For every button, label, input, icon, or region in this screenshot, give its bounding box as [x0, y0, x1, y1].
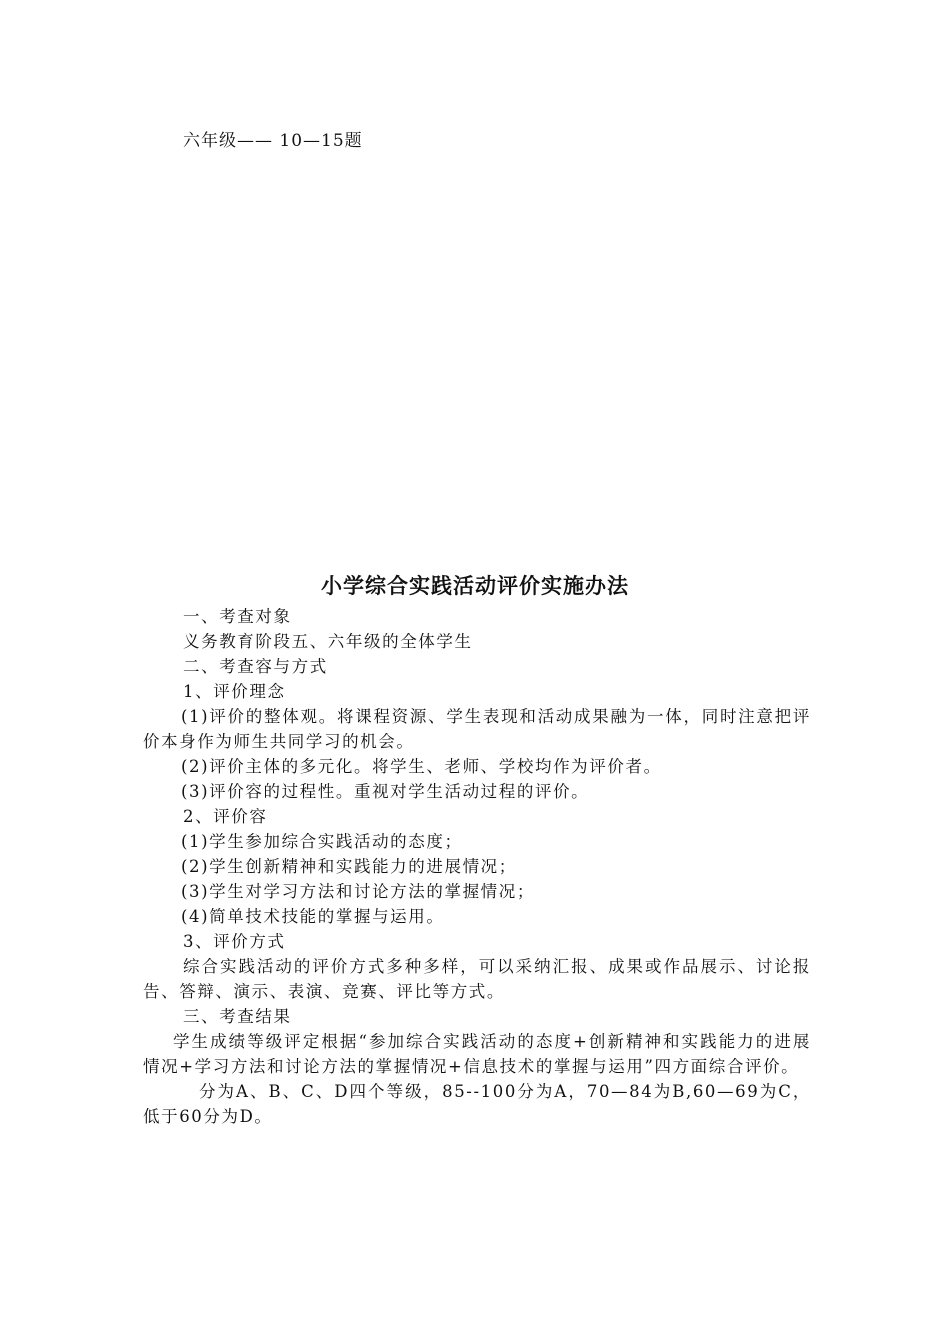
body-paragraph: (1)评价的整体观。将课程资源、学生表现和活动成果融为一体，同时注意把评价本身作为师生共同学习的机会。: [143, 707, 811, 751]
document-body: [143, 604, 811, 1129]
list-item: (3)学生对学习方法和讨论方法的掌握情况；: [181, 882, 535, 901]
section-heading: 二、考查容与方式: [183, 657, 328, 676]
body-paragraph: (3)评价容的过程性。重视对学生活动过程的评价。: [181, 782, 590, 801]
body-paragraph: 学生成绩等级评定根据“参加综合实践活动的态度+创新精神和实践能力的进展情况+学习方法和讨论方法的掌握情况+信息技术的掌握与运用”四方面综合评价。: [143, 1032, 811, 1076]
body-paragraph: 义务教育阶段五、六年级的全体学生: [183, 632, 473, 651]
subsection-heading: 2、评价容: [183, 807, 268, 826]
subsection-heading: 1、评价理念: [183, 682, 286, 701]
section-heading: 三、考查结果: [183, 1007, 292, 1026]
subsection-heading: 3、评价方式: [183, 932, 286, 951]
list-item: (1)学生参加综合实践活动的态度；: [181, 832, 463, 851]
section-heading: 一、考查对象: [183, 607, 292, 626]
list-item: (2)学生创新精神和实践能力的进展情况；: [181, 857, 517, 876]
list-item: (4)简单技术技能的掌握与运用。: [181, 907, 445, 926]
document-title: 小学综合实践活动评价实施办法: [321, 573, 629, 598]
body-paragraph: 分为A、B、C、D四个等级，85--100分为A，70—84为B,60—69为C，低于60分为D。: [143, 1082, 811, 1126]
body-paragraph: (2)评价主体的多元化。将学生、老师、学校均作为评价者。: [181, 757, 662, 776]
body-paragraph: 综合实践活动的评价方式多种多样，可以采纳汇报、成果或作品展示、讨论报告、答辩、演示、表演、竞赛、评比等方式。: [143, 957, 811, 1001]
grade-header: 六年级—— 10—15题: [183, 131, 363, 151]
